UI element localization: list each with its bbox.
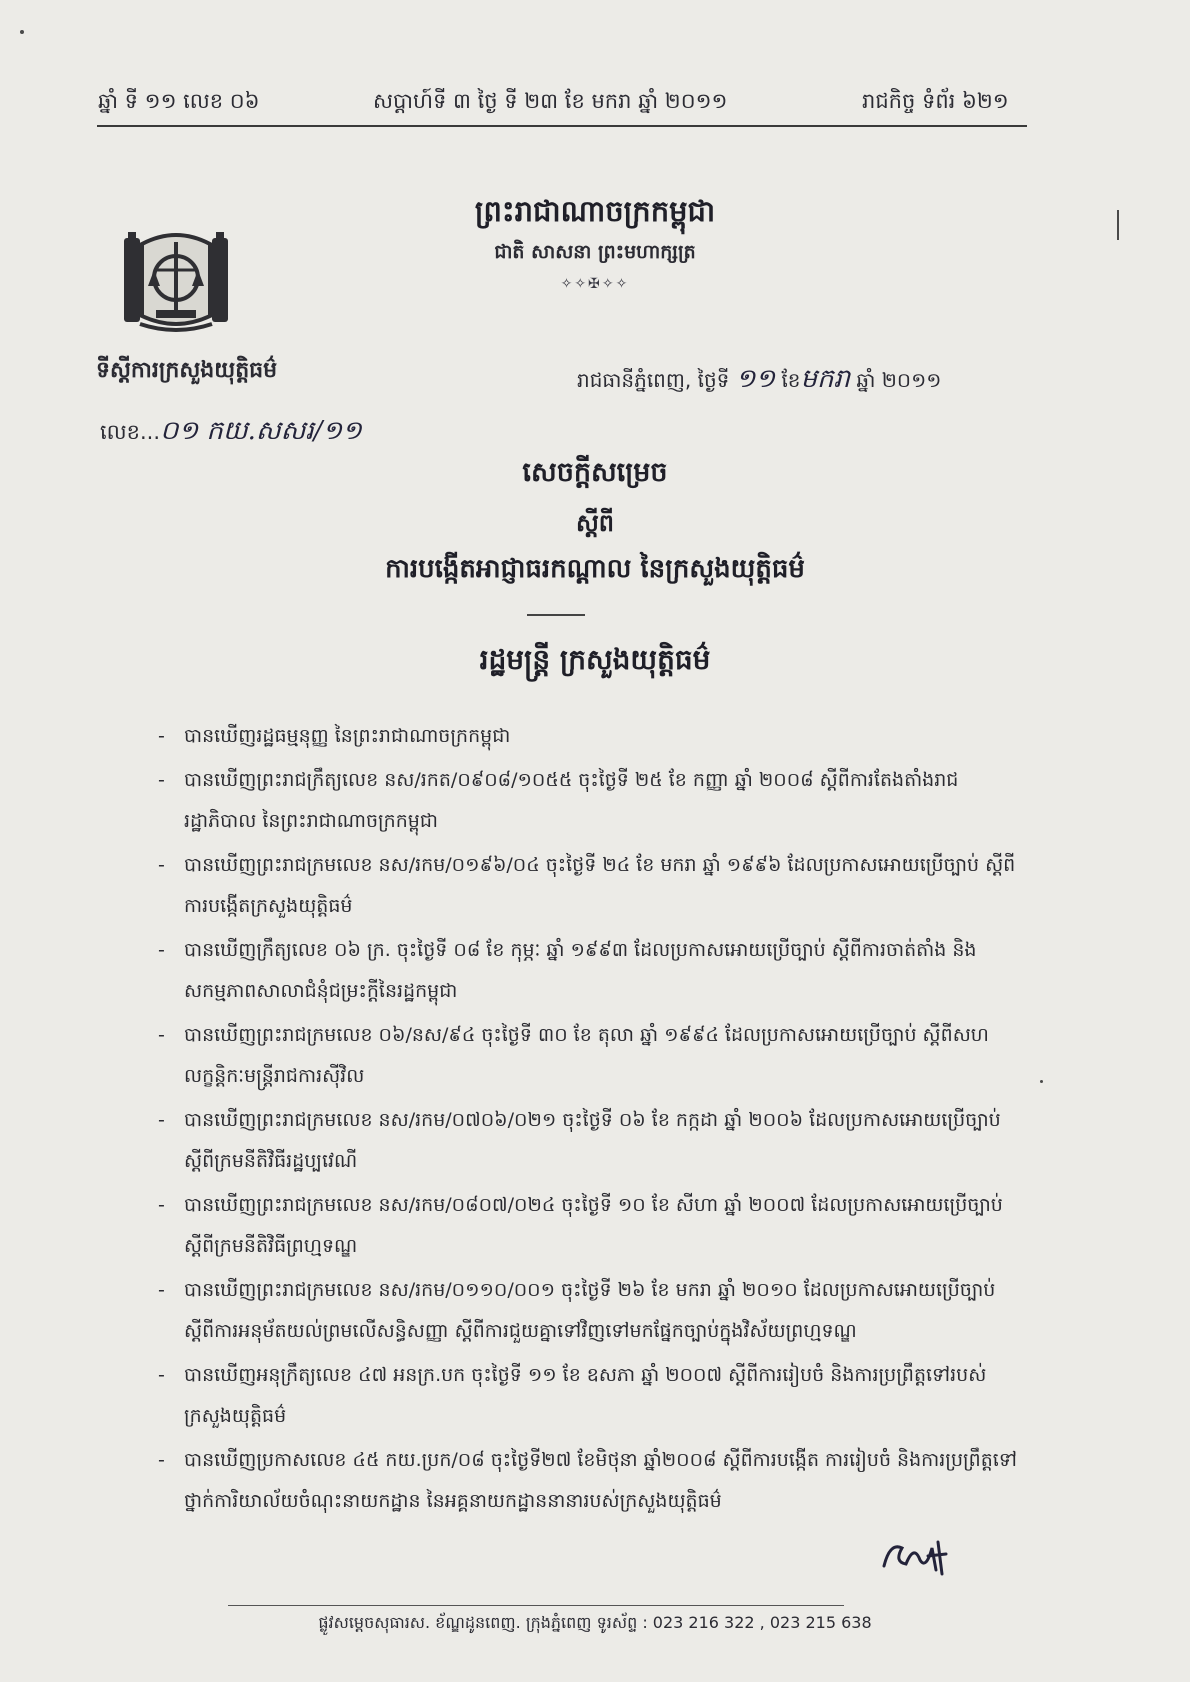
scan-mark [1117, 210, 1119, 240]
gazette-page-number: រាជកិច្ច ទំព័រ ៦២១ [862, 89, 1009, 113]
recital-item: - បានឃើញព្រះរាជក្រឹត្យលេខ នស/រកត/០៩០៨/១០៥៥ ចុះថ្ងៃទី ២៥ ខែ កញ្ញា ឆ្នាំ ២០០៨ ស្តីពីការតែងតាំងរាជរដ្ឋាភិបាល នៃព្រះរាជាណាចក្រកម្ពុជា [158, 760, 1018, 842]
recital-item: - បានឃើញព្រះរាជក្រមលេខ នស/រកម/០១៩៦/០៤ ចុះថ្ងៃទី ២៤ ខែ មករា ឆ្នាំ ១៩៩៦ ដែលប្រកាសអោយប្រើច្បាប់ ស្តីពីការបង្កើតក្រសួងយុត្តិធម៌ [158, 845, 1018, 927]
header-rule [97, 125, 1027, 127]
recital-item: - បានឃើញប្រកាសលេខ ៤៥ កយ.ប្រក/០៨ ចុះថ្ងៃទី២៧ ខែមិថុនា ឆ្នាំ២០០៨ ស្តីពីការបង្កើត ការរៀបចំ និងការប្រព្រឹត្តទៅថ្នាក់ការិយាល័យចំណុះនាយកដ្ឋាន នៃអគ្គនាយកដ្ឋាននានារបស់ក្រសួងយុត្តិធម៌ [158, 1440, 1018, 1522]
reference-value: ០១ កយ.សសរ/១១ [160, 416, 362, 446]
footer-address-text: ផ្លូវសម្ដេចសុធារស. ខ័ណ្ឌដូនពេញ. ក្រុងភ្នំពេញ ទូរស័ព្ទ : [318, 1613, 648, 1632]
recital-item: - បានឃើញព្រះរាជក្រមលេខ នស/រកម/០១១០/០០១ ចុះថ្ងៃទី ២៦ ខែ មករា ឆ្នាំ ២០១០ ដែលប្រកាសអោយប្រើច្បាប់ ស្តីពីការអនុម័តយល់ព្រមលើសន្ធិសញ្ញា ស្តីពីការជួយគ្នាទៅវិញទៅមកផ្នែកច្បាប់ក្នុងវិស័យព្រហ្មទណ្ឌ [158, 1270, 1018, 1352]
reference-label: លេខ [100, 420, 140, 444]
recital-item: - បានឃើញរដ្ឋធម្មនុញ្ញ នៃព្រះរាជាណាចក្រកម្ពុជា [158, 716, 1018, 757]
recital-item: - បានឃើញក្រឹត្យលេខ ០៦ ក្រ. ចុះថ្ងៃទី ០៨ ខែ កុម្ភៈ ឆ្នាំ ១៩៩៣ ដែលប្រកាសអោយប្រើច្បាប់ ស្តីពីការចាត់តាំង និងសកម្មភាពសាលាជំនុំជម្រះក្តីនៃរដ្ឋកម្ពុជា [158, 930, 1018, 1012]
kingdom-title: ព្រះរាជាណាចក្រកម្ពុជា [474, 194, 716, 228]
dateline-month-prefix: ខែ [781, 368, 801, 392]
footer-rule [228, 1605, 844, 1606]
recitals-list [158, 716, 1018, 1525]
scan-speck [20, 30, 24, 34]
reference-number: លេខ...០១ កយ.សសរ/១១ [100, 416, 362, 446]
kingdom-ornament: ✧✧✠✧✧ [560, 276, 630, 292]
scan-speck [1040, 1080, 1043, 1083]
gazette-week-date: សប្ដាហ៍ទី ៣ ថ្ងៃ ទី ២៣ ខែ មករា ឆ្នាំ ២០១១ [373, 89, 728, 113]
decision-title: សេចក្តីសម្រេច [522, 457, 668, 488]
dateline-place: រាជធានីភ្នំពេញ, ថ្ងៃទី [577, 368, 730, 392]
dateline [577, 362, 941, 400]
kingdom-motto: ជាតិ សាសនា ព្រះមហាក្សត្រ [494, 241, 696, 263]
dateline-month: មករា [800, 364, 851, 394]
dateline-day: ១១ [735, 364, 776, 394]
recital-item: - បានឃើញអនុក្រឹត្យលេខ ៤៧ អនក្រ.បក ចុះថ្ងៃទី ១១ ខែ ឧសភា ឆ្នាំ ២០០៧ ស្តីពីការរៀបចំ និងការប្រព្រឹត្តទៅរបស់ក្រសួងយុត្តិធម៌ [158, 1355, 1018, 1437]
issuing-ministry: ទីស្តីការក្រសួងយុត្តិធម៌ [96, 358, 278, 383]
gazette-year-issue: ឆ្នាំ ទី ១១ លេខ ០៦ [98, 89, 260, 113]
footer-phones: 023 216 322 , 023 215 638 [652, 1613, 872, 1632]
initials-signature [880, 1536, 950, 1576]
recital-item: - បានឃើញព្រះរាជក្រមលេខ នស/រកម/០៨០៧/០២៤ ចុះថ្ងៃទី ១០ ខែ សីហា ឆ្នាំ ២០០៧ ដែលប្រកាសអោយប្រើច្បាប់ ស្តីពីក្រមនីតិវិធីព្រហ្មទណ្ឌ [158, 1185, 1018, 1267]
recital-item: - បានឃើញព្រះរាជក្រមលេខ ០៦/នស/៩៤ ចុះថ្ងៃទី ៣០ ខែ តុលា ឆ្នាំ ១៩៩៤ ដែលប្រកាសអោយប្រើច្បាប់ ស្តីពីសហលក្ខន្តិកៈមន្ត្រីរាជការស៊ីវិល [158, 1015, 1018, 1097]
recital-item: - បានឃើញព្រះរាជក្រមលេខ នស/រកម/០៧០៦/០២១ ចុះថ្ងៃទី ០៦ ខែ កក្កដា ឆ្នាំ ២០០៦ ដែលប្រកាសអោយប្រើច្បាប់ ស្តីពីក្រមនីតិវិធីរដ្ឋប្បវេណី [158, 1100, 1018, 1182]
decision-subject: ការបង្កើតអាជ្ញាធរកណ្ដាល នៃក្រសួងយុត្តិធម៌ [385, 554, 805, 584]
title-divider [527, 614, 585, 616]
footer-address [0, 1612, 1190, 1636]
minister-title: រដ្ឋមន្ត្រី ក្រសួងយុត្តិធម៌ [479, 643, 711, 676]
decision-about: ស្តីពី [575, 509, 615, 537]
dateline-year: ឆ្នាំ ២០១១ [856, 368, 942, 392]
